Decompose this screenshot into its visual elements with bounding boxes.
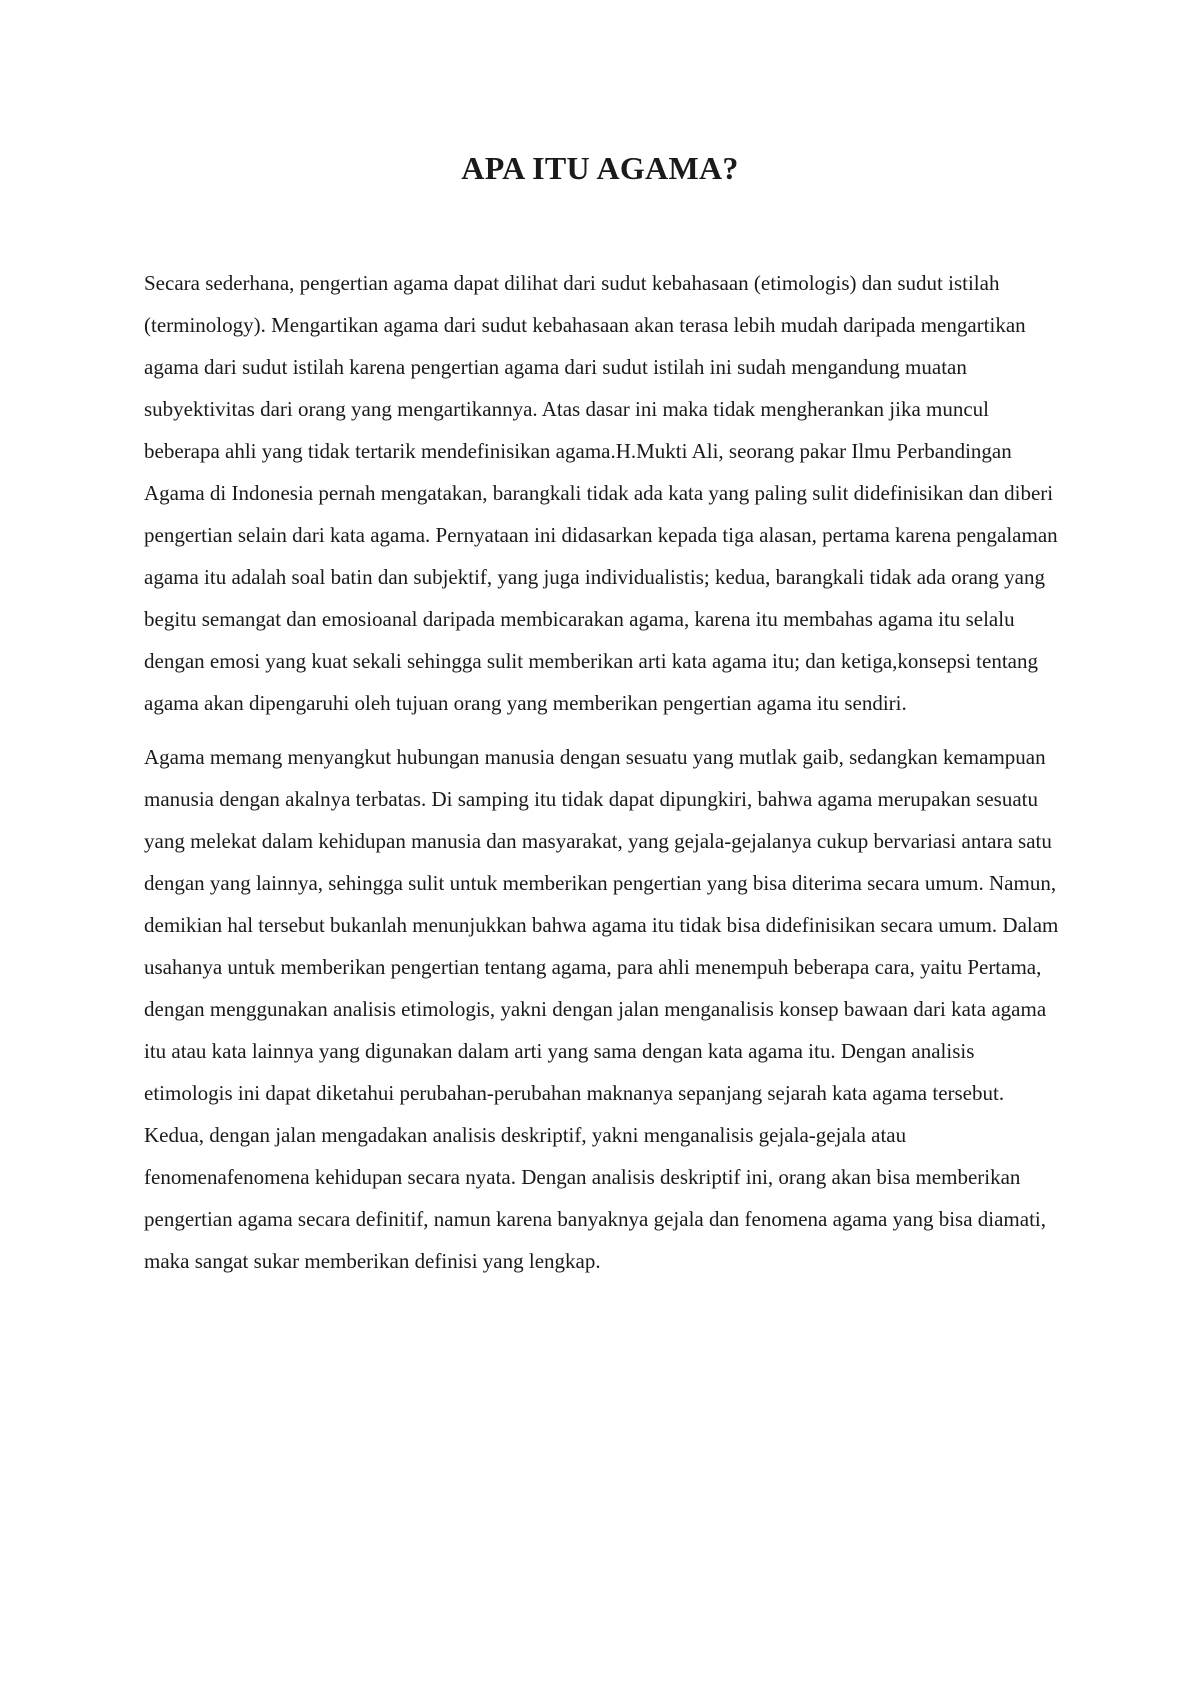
paragraph-1: Secara sederhana, pengertian agama dapat dilihat dari sudut kebahasaan (etimologis) dan sudut istilah (terminology). Mengartikan agama dari sudut kebahasaan akan terasa lebih mudah daripada mengartikan agama dari sudut istilah karena pengertian agama dari sudut istilah ini sudah mengandung muatan subyektivitas dari orang yang mengartikannya. Atas dasar ini maka tidak mengherankan jika muncul beberapa ahli yang tidak tertarik mendefinisikan agama.H.Mukti Ali, seorang pakar Ilmu Perbandingan Agama di Indonesia pernah mengatakan, barangkali tidak ada kata yang paling sulit didefinisikan dan diberi pengertian selain dari kata agama. Pernyataan ini didasarkan kepada tiga alasan, pertama karena pengalaman agama itu adalah soal batin dan subjektif, yang juga individualistis; kedua, barangkali tidak ada orang yang begitu semangat dan emosioanal daripada membicarakan agama, karena itu membahas agama itu selalu dengan emosi yang kuat sekali sehingga sulit memberikan arti kata agama itu; dan ketiga,konsepsi tentang agama akan dipengaruhi oleh tujuan orang yang memberikan pengertian agama itu sendiri. bbox=[144, 271, 1058, 715]
page-title: APA ITU AGAMA? bbox=[461, 150, 739, 186]
paragraph-2: Agama memang menyangkut hubungan manusia dengan sesuatu yang mutlak gaib, sedangkan kemampuan manusia dengan akalnya terbatas. Di samping itu tidak dapat dipungkiri, bahwa agama merupakan sesuatu yang melekat dalam kehidupan manusia dan masyarakat, yang gejala-gejalanya cukup bervariasi antara satu dengan yang lainnya, sehingga sulit untuk memberikan pengertian yang bisa diterima secara umum. Namun, demikian hal tersebut bukanlah menunjukkan bahwa agama itu tidak bisa didefinisikan secara umum. Dalam usahanya untuk memberikan pengertian tentang agama, para ahli menempuh beberapa cara, yaitu Pertama, dengan menggunakan analisis etimologis, yakni dengan jalan menganalisis konsep bawaan dari kata agama itu atau kata lainnya yang digunakan dalam arti yang sama dengan kata agama itu. Dengan analisis etimologis ini dapat diketahui perubahan-perubahan maknanya sepanjang sejarah kata agama tersebut. Kedua, dengan jalan mengadakan analisis deskriptif, yakni menganalisis gejala-gejala atau fenomenafenomena kehidupan secara nyata. Dengan analisis deskriptif ini, orang akan bisa memberikan pengertian agama secara definitif, namun karena banyaknya gejala dan fenomena agama yang bisa diamati, maka sangat sukar memberikan definisi yang lengkap. bbox=[144, 745, 1059, 1273]
document-body bbox=[144, 262, 1068, 1282]
